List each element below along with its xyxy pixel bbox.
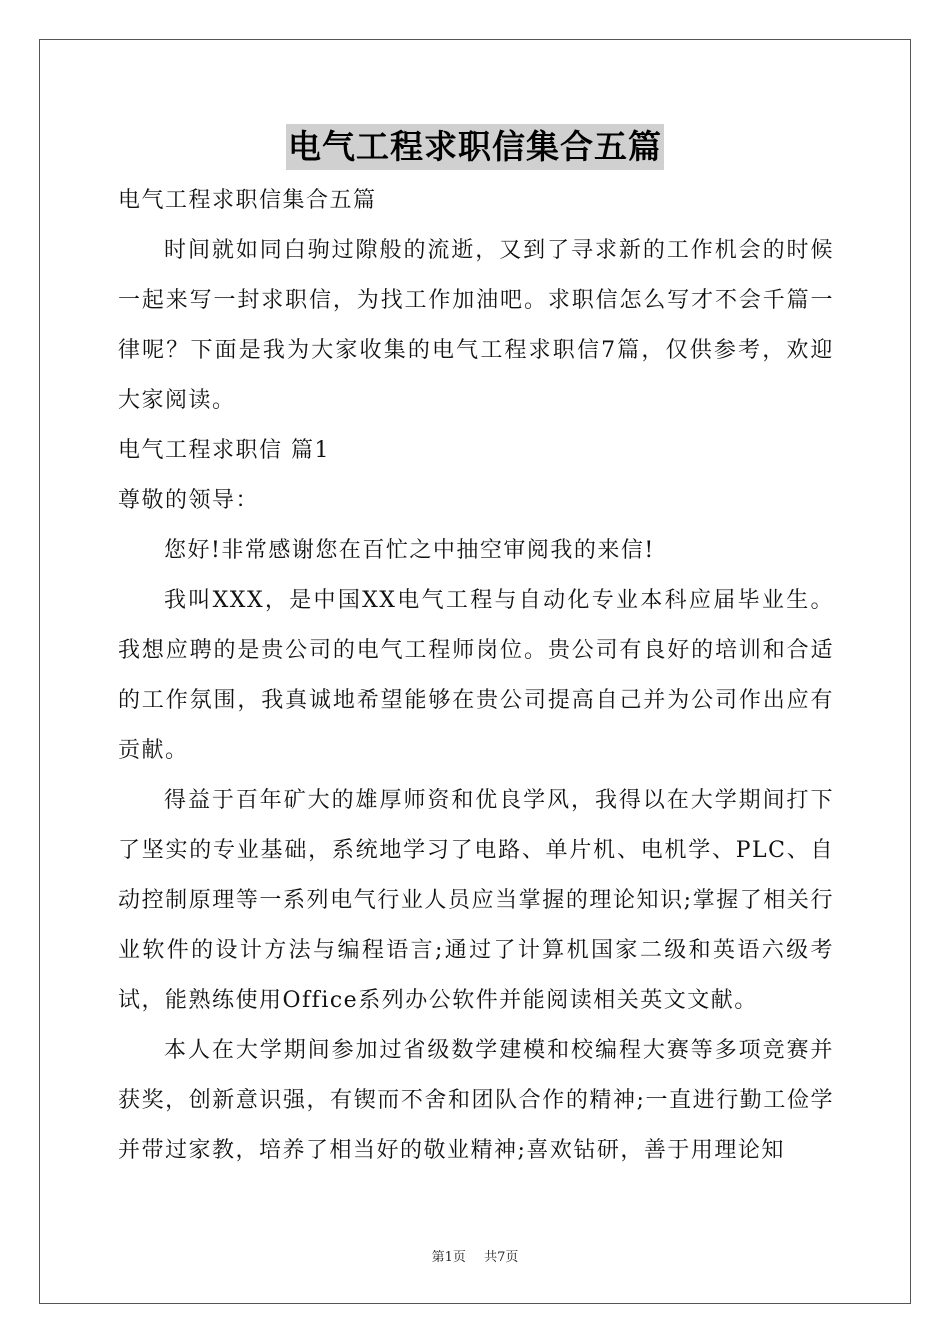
page-total: 共7页 <box>484 1250 519 1265</box>
section-heading: 电气工程求职信 篇1 <box>118 438 330 463</box>
page-number: 第1页 <box>431 1250 466 1265</box>
document-title <box>0 124 950 170</box>
document-body <box>118 176 834 1176</box>
body-paragraph: 得益于百年矿大的雄厚师资和优良学风，我得以在大学期间打下了坚实的专业基础，系统地学习了电路、单片机、电机学、PLC、自动控制原理等一系列电气行业人员应当掌握的理论知识;掌握了相关行业软件的设计方法与编程语言;通过了计算机国家二级和英语六级考试，能熟练使用Office系列办公软件并能阅读相关英文文献。 <box>118 788 834 1013</box>
body-paragraph: 本人在大学期间参加过省级数学建模和校编程大赛等多项竞赛并获奖，创新意识强，有锲而不舍和团队合作的精神;一直进行勤工俭学并带过家教，培养了相当好的敬业精神;喜欢钻研，善于用理论知 <box>118 1038 834 1163</box>
salutation: 尊敬的领导： <box>118 488 260 513</box>
body-paragraph: 我叫XXX，是中国XX电气工程与自动化专业本科应届毕业生。我想应聘的是贵公司的电气工程师岗位。贵公司有良好的培训和合适的工作氛围，我真诚地希望能够在贵公司提高自己并为公司作出应有贡献。 <box>118 588 834 763</box>
document-title-text: 电气工程求职信集合五篇 <box>286 124 664 170</box>
page-footer <box>0 1246 950 1265</box>
body-paragraph: 时间就如同白驹过隙般的流逝，又到了寻求新的工作机会的时候一起来写一封求职信，为找工作加油吧。求职信怎么写才不会千篇一律呢？下面是我为大家收集的电气工程求职信7篇，仅供参考，欢迎大家阅读。 <box>118 238 834 413</box>
body-paragraph: 电气工程求职信集合五篇 <box>118 188 377 213</box>
body-paragraph: 您好!非常感谢您在百忙之中抽空审阅我的来信! <box>164 538 655 563</box>
